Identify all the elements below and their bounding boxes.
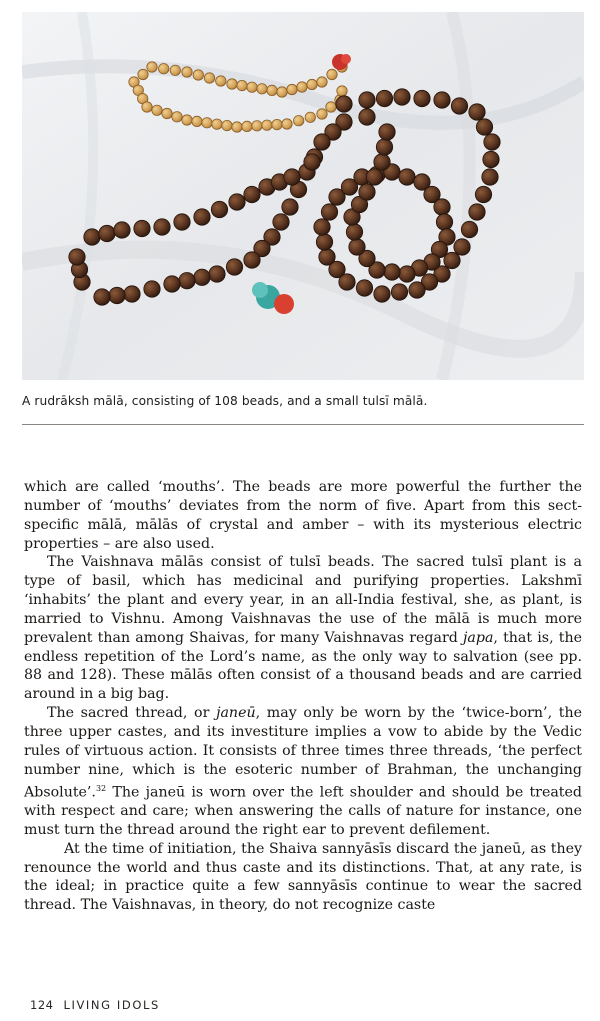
tulsi-bead [337,86,347,96]
rudraksh-bead [244,252,260,268]
rudraksh-bead [436,214,452,230]
tulsi-bead [307,79,317,89]
rudraksh-bead [319,249,335,265]
rudraksh-bead [114,222,130,238]
paragraph [24,704,582,840]
tulsi-bead [142,102,152,112]
rudraksh-bead [336,96,352,112]
rudraksh-bead [314,134,330,150]
rudraksh-bead [124,286,140,302]
rudraksh-bead [99,225,115,241]
rudraksh-bead [164,276,180,292]
rudraksh-bead [374,154,390,170]
paragraph-text: The Vaishnava mālās consist of tulsī beads. The sacred tulsī plant is a type of basil, which has medicinal and purifying properties. Lakshmī ‘inhabits’ the plant and every year, in an all-India festival, she, as plant, is married to Vishnu. Among Vaishnavas the use of the mālā is much more prevalent than among Shaivas, for many Vaishnavas regard [24,554,582,646]
rudraksh-bead [359,109,375,125]
rudraksh-bead [144,281,160,297]
rudraksh-bead [349,239,365,255]
page-footer [30,998,160,1012]
paragraph-text: , may only be worn by the ‘twice-born’, the three upper castes, and its investiture implies a vow to abide by the Vedic rules of virtuous action. It consists of three times three threads, ‘the perfect number nine, which is the esoteric number of Brahman, the unchanging Absolute’. [24,705,582,801]
rudraksh-bead [346,224,362,240]
rudraksh-bead [194,269,210,285]
rudraksh-bead [209,266,225,282]
rudraksh-bead [321,204,337,220]
tulsi-bead [202,118,212,128]
tulsi-bead [277,87,287,97]
rudraksh-bead [174,214,190,230]
rudraksh-bead [483,151,499,167]
rudraksh-bead [476,119,492,135]
footnote-marker: 32 [95,783,107,793]
rudraksh-bead [244,186,260,202]
paragraph-text: which are called ‘mouths’. The beads are more powerful the further the number of ‘mouths’ deviates from the norm of five. Apart from this sect-specific mālā, mālās of crystal and amber – with its mysterious electric properties – are also used. [24,479,582,552]
rudraksh-bead [226,259,242,275]
paragraph [24,840,582,915]
paragraph [24,553,582,704]
tulsi-bead [182,115,192,125]
rudraksh-bead [376,90,392,106]
rudraksh-bead [469,104,485,120]
rudraksh-bead [384,264,400,280]
tulsi-bead [216,76,226,86]
rudraksh-bead [379,124,395,140]
tulsi-bead [159,64,169,74]
tulsi-bead [267,85,277,95]
tulsi-bead [257,84,267,94]
rudraksh-bead [399,169,415,185]
tulsi-bead [192,116,202,126]
rudraksh-bead [366,169,382,185]
rudraksh-bead [482,169,498,185]
rudraksh-bead [94,289,110,305]
rudraksh-bead [376,139,392,155]
tulsi-bead [282,119,292,129]
rudraksh-bead [394,89,410,105]
body-text [24,478,582,915]
rudraksh-bead [69,249,85,265]
rudraksh-bead [304,154,320,170]
rudraksh-bead [314,219,330,235]
tulsi-bead [227,79,237,89]
rudraksh-bead [475,186,491,202]
rudraksh-bead [469,204,485,220]
rudraksh-bead [154,219,170,235]
rudraksh-bead [211,201,227,217]
tulsi-bead [162,108,172,118]
tulsi-bead [294,116,304,126]
rudraksh-bead [391,284,407,300]
rudraksh-bead [414,90,430,106]
rudraksh-bead [434,92,450,108]
tulsi-bead [138,69,148,79]
rudraksh-bead [454,239,470,255]
italic-term: japa [463,629,494,646]
tulsi-bead [237,80,247,90]
rudraksh-bead [179,273,195,289]
rudraksh-bead [194,209,210,225]
rudraksh-bead [451,98,467,114]
rudraksh-bead [109,287,125,303]
mala-photograph [22,12,584,380]
rudraksh-bead [484,134,500,150]
tulsi-bead [297,82,307,92]
rudraksh-bead [316,234,332,250]
tulsi-bead [317,77,327,87]
tulsi-bead [242,121,252,131]
rudraksh-bead [359,184,375,200]
running-title: LIVING IDOLS [63,998,160,1012]
tulsi-bead [287,84,297,94]
paragraph-text: , that is, the endless repetition of the Lord’s name, as the only way to salvation (see pp. 88 and 128). These mālās often consist of a thousand beads and are carried around in a big bag. [24,629,582,703]
tulsi-bead [212,119,222,129]
tulsi-bead [204,73,214,83]
rudraksh-bead [409,282,425,298]
tulsi-bead [305,112,315,122]
tulsi-bead [272,119,282,129]
rudraksh-bead [359,92,375,108]
paragraph [24,478,582,553]
paragraph-text: The sacred thread, or [47,705,217,722]
rudraksh-bead [434,199,450,215]
rudraksh-bead [284,169,300,185]
rudraksh-bead [84,229,100,245]
rudraksh-bead [461,221,477,237]
tulsi-bead [252,121,262,131]
page-number: 124 [30,998,54,1012]
tulsi-bead [147,62,157,72]
tulsi-bead [262,120,272,130]
tulsi-bead [247,82,257,92]
tulsi-bead [172,112,182,122]
tulsi-bead [182,67,192,77]
tulsi-bead [317,109,327,119]
italic-term: janeū [216,705,256,722]
tulsi-bead [326,102,336,112]
tulsi-bead [193,70,203,80]
rudraksh-bead [134,220,150,236]
rudraksh-bead [356,280,372,296]
paragraph-text: The janeū is worn over the left shoulder and should be treated with respect and care; when answering the calls of nature for instance, one must turn the thread around the right ear to prevent defilement. [24,784,582,838]
rudraksh-bead [229,194,245,210]
figure-caption: A rudrāksh mālā, consisting of 108 beads, and a small tulsī mālā. [22,394,428,408]
rudraksh-bead [273,214,289,230]
tulsi-bead [327,69,337,79]
rudraksh-bead [282,199,298,215]
paragraph-text: At the time of initiation, the Shaiva sannyāsīs discard the janeū, as they renounce the world and thus caste and its distinctions. That, at any rate, is the ideal; in practice quite a few sannyāsīs continue to wear the sacred thread. The Vaishnavas, in theory, do not recognize caste [24,840,582,914]
tulsi-bead [232,122,242,132]
tulsi-bead [152,105,162,115]
caption-divider [22,424,584,425]
rudraksh-bead [399,266,415,282]
rudraksh-bead [374,286,390,302]
tulsi-bead [170,65,180,75]
tulsi-bead [222,120,232,130]
